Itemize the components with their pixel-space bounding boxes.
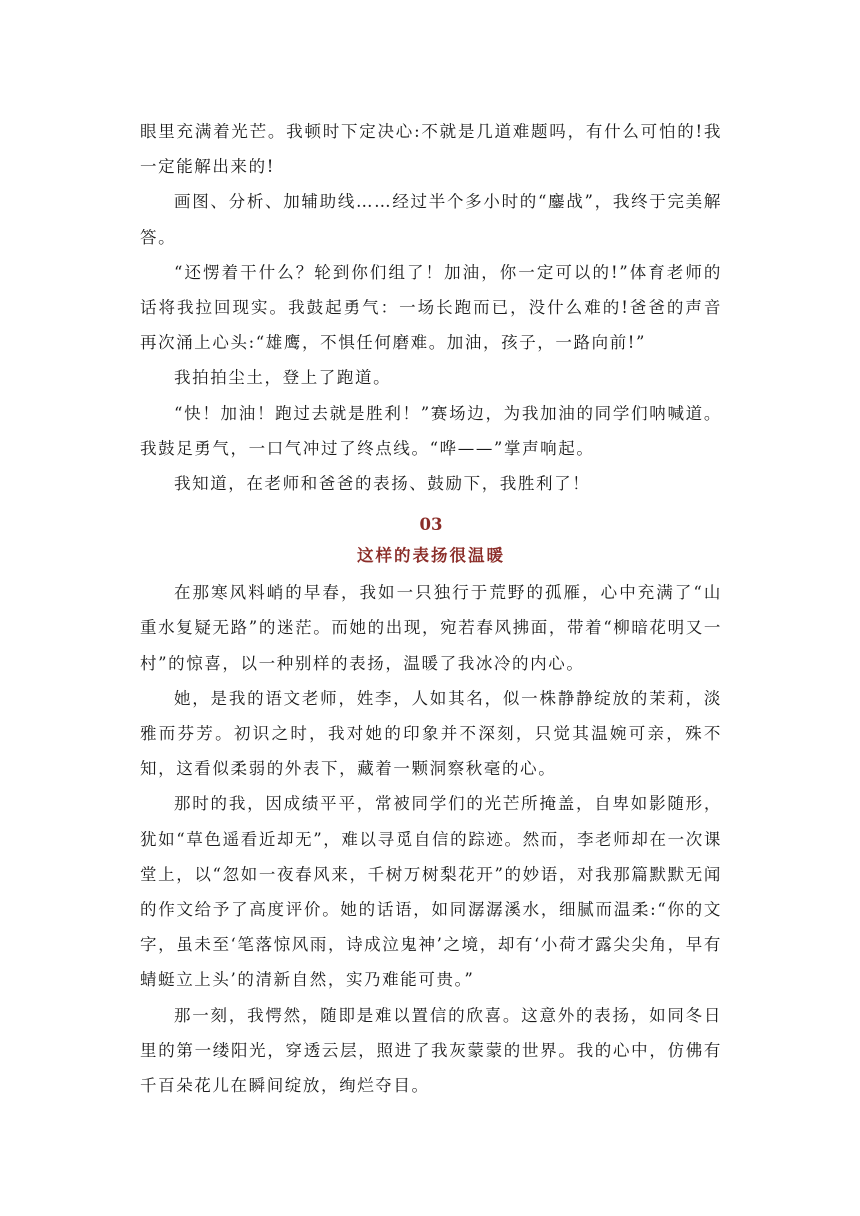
section-title: 这样的表扬很温暖 (357, 546, 505, 566)
paragraph: “还愣着干什么？轮到你们组了！加油，你一定可以的!”体育老师的话将我拉回现实。我鼓起勇气：一场长跑而已，没什么难的!爸爸的声音再次涌上心头:“雄鹰，不惧任何磨难。加油，孩子，一路向前!” (140, 262, 722, 353)
paragraph: 那一刻，我愕然，随即是难以置信的欣喜。这意外的表扬，如同冬日里的第一缕阳光，穿透云层，照进了我灰蒙蒙的世界。我的心中，仿佛有千百朵花儿在瞬间绽放，绚烂夺目。 (140, 1005, 722, 1096)
paragraph: “快！加油！跑过去就是胜利！”赛场边，为我加油的同学们呐喊道。我鼓足勇气，一口气冲过了终点线。“哗——”掌声响起。 (140, 403, 722, 458)
paragraph: 在那寒风料峭的早春，我如一只独行于荒野的孤雁，心中充满了“山重水复疑无路”的迷茫。而她的出现，宛若春风拂面，带着“柳暗花明又一村”的惊喜，以一种别样的表扬，温暖了我冰冷的内心。 (140, 583, 722, 673)
paragraph-continued: 眼里充满着光芒。我顿时下定决心:不就是几道难题吗，有什么可怕的!我一定能解出来的! (140, 122, 722, 177)
paragraph: 画图、分析、加辅助线……经过半个多小时的“鏖战”，我终于完美解答。 (140, 192, 722, 247)
section-number: 03 (419, 515, 443, 535)
article-body (140, 114, 722, 1103)
paragraph: 那时的我，因成绩平平，常被同学们的光芒所掩盖，自卑如影随形，犹如“草色遥看近却无”，难以寻觅自信的踪迹。然而，李老师却在一次课堂上，以“忽如一夜春风来，千树万树梨花开”的妙语，对我那篇默默无闻的作文给予了高度评价。她的话语，如同潺潺溪水，细腻而温柔:“你的文字，虽未至‘笔落惊风雨，诗成泣鬼神’之境，却有‘小荷才露尖尖角，早有蜻蜓立上头’的清新自然，实乃难能可贵。” (140, 794, 722, 990)
paragraph: 她，是我的语文老师，姓李，人如其名，似一株静静绽放的茉莉，淡雅而芬芳。初识之时，我对她的印象并不深刻，只觉其温婉可亲，殊不知，这看似柔弱的外表下，藏着一颗洞察秋毫的心。 (140, 688, 722, 779)
paragraph: 我知道，在老师和爸爸的表扬、鼓励下，我胜利了！ (174, 474, 591, 494)
paragraph: 我拍拍尘土，登上了跑道。 (174, 368, 392, 388)
